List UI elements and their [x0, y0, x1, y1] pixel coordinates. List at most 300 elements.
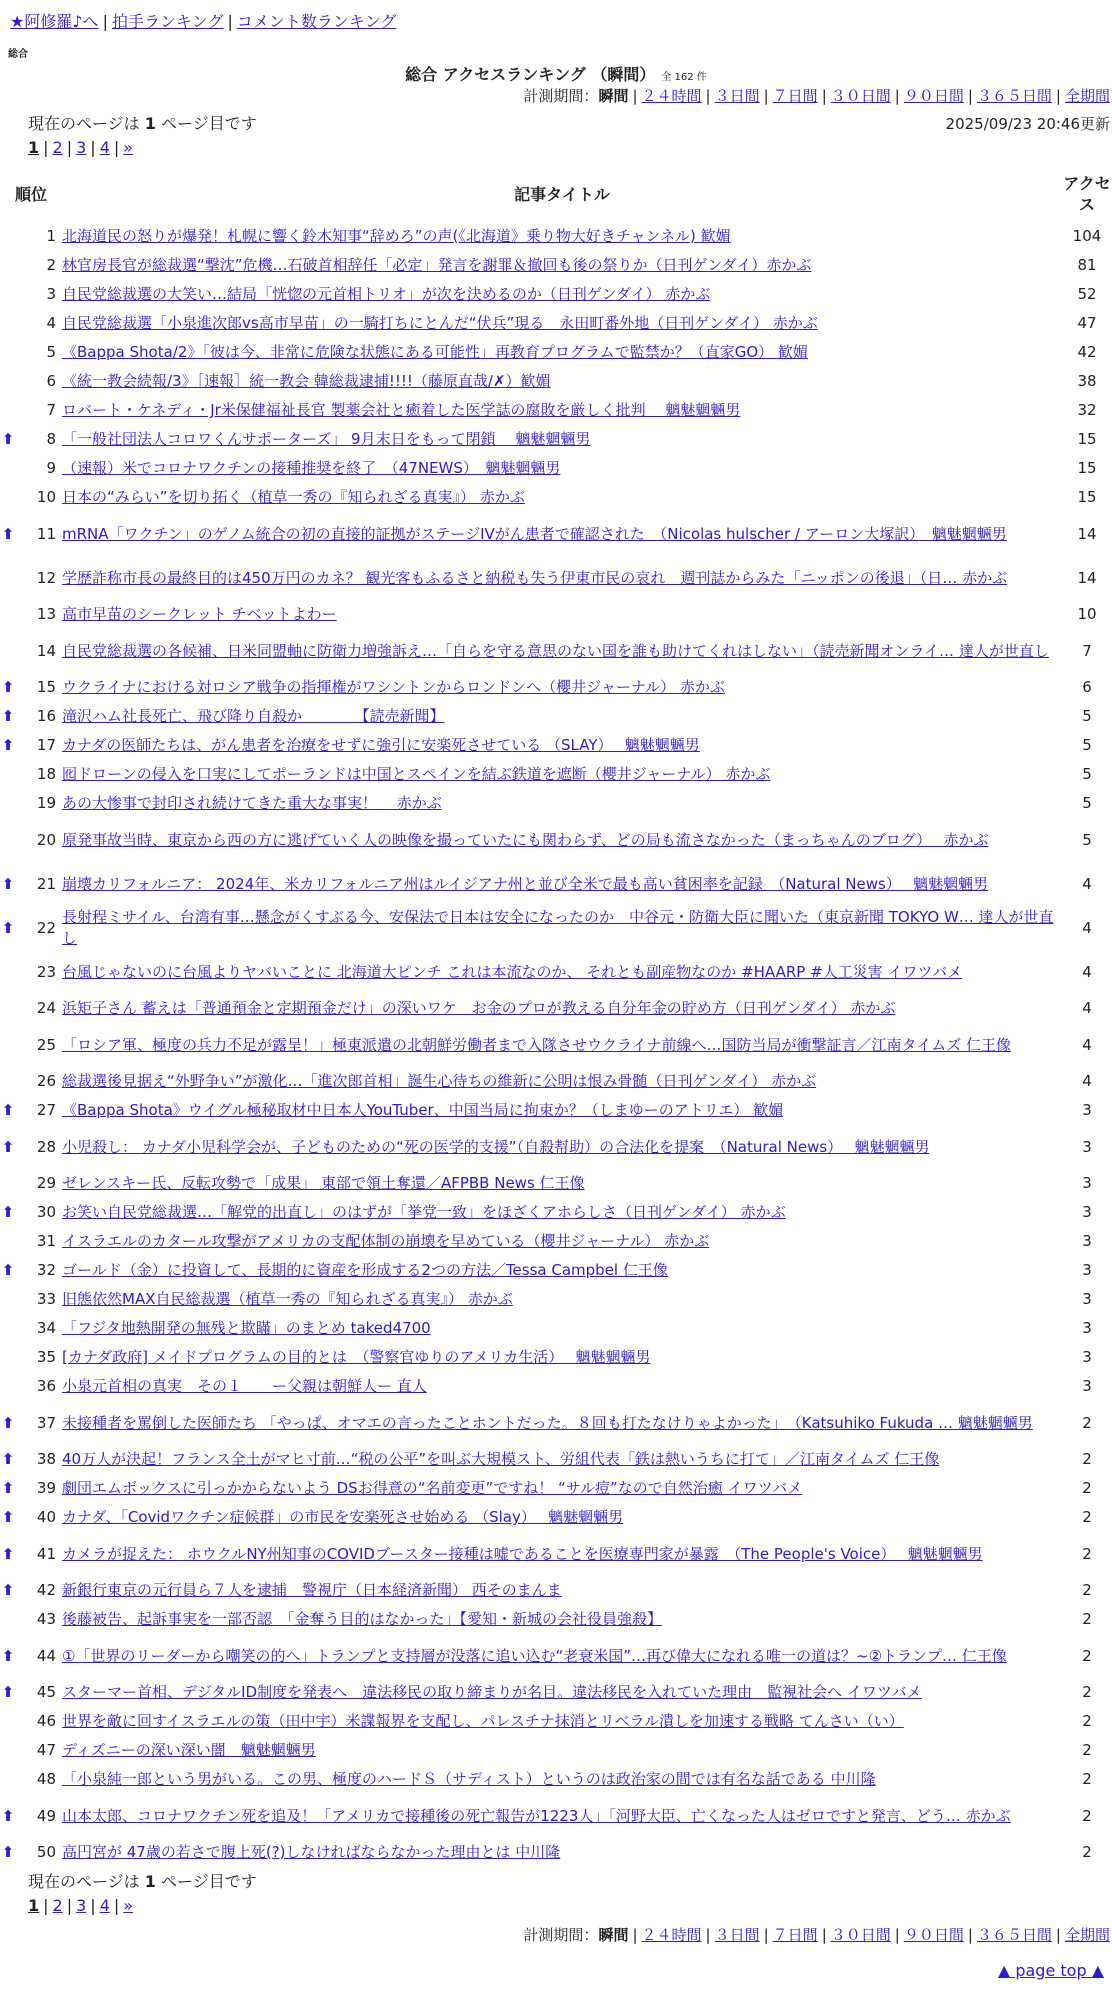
pager-separator: |	[113, 1896, 120, 1915]
access-cell: 2	[1082, 1646, 1092, 1665]
period-link[interactable]: ９０日間	[903, 87, 964, 105]
access-header: アクセス	[1063, 174, 1111, 214]
pager-separator: |	[43, 1896, 49, 1915]
up-arrow-icon: ⬆	[1, 1646, 15, 1665]
up-arrow-icon: ⬆	[1, 678, 15, 696]
article-link[interactable]: 北海道民の怒りが爆発！札幌に響く鈴木知事“辞めろ”の声(《北海道》乗り物大好きチャンネル) 歓媚	[62, 227, 731, 245]
article-link[interactable]: 長射程ミサイル、台湾有事…懸念がくすぶる今、安保法で日本は安全になったのか 中谷元・防衛大臣に聞いた（東京新聞 TOKYO W… 達人が世直し	[62, 908, 1054, 947]
page-top-link[interactable]: ▲ page top ▲	[997, 1961, 1104, 1980]
access-cell: 2	[1082, 1413, 1092, 1432]
period-separator: |	[967, 1926, 973, 1944]
title-cell	[62, 673, 1062, 702]
pager-next-link[interactable]: »	[123, 1896, 134, 1915]
title-cell	[62, 1474, 1062, 1503]
table-row	[0, 1605, 1112, 1634]
article-link[interactable]: カメラが捉えた： ホウクルNY州知事のCOVIDブースター接種は嘘であることを医療専門家が暴露 （The People's Voice） 魑魅魍魎男	[62, 1544, 983, 1563]
trend-cell	[0, 862, 16, 906]
pager-separator: |	[90, 138, 96, 157]
pager-link[interactable]: 2	[52, 1896, 63, 1915]
rank-cell: 22	[36, 918, 56, 937]
trend-cell	[0, 1838, 16, 1867]
rank-cell: 17	[36, 736, 56, 754]
table-row	[0, 222, 1112, 251]
rank-cell: 21	[36, 874, 56, 893]
period-selector-bottom	[523, 1925, 1110, 1945]
rank-cell: 26	[36, 1072, 56, 1090]
rank-cell: 29	[36, 1174, 56, 1192]
article-link[interactable]: 滝沢ハム社長死亡、飛び降り自殺か 【読売新聞】	[62, 707, 445, 725]
table-row	[0, 1285, 1112, 1314]
rank-cell: 2	[46, 256, 56, 274]
rank-cell: 19	[36, 794, 56, 812]
article-link[interactable]: ①「世界のリーダーから嘲笑の的へ」トランプと支持層が没落に追い込む“老衰米国”…再び偉大になれる唯一の道は？~②トランプ… 仁王像	[62, 1646, 1007, 1665]
article-link[interactable]: 新銀行東京の元行員ら７人を逮捕 警視庁（日本経済新聞） 西そのまんま	[62, 1581, 562, 1599]
up-arrow-icon: ⬆	[1, 1413, 15, 1432]
access-cell: 6	[1082, 678, 1092, 696]
pager-bottom	[28, 1896, 133, 1916]
access-cell: 5	[1082, 707, 1092, 725]
up-arrow-icon: ⬆	[1, 918, 15, 937]
title-cell	[62, 862, 1062, 906]
access-cell: 15	[1077, 488, 1097, 506]
page-info-top	[28, 114, 257, 134]
trend-cell	[0, 309, 16, 338]
article-link[interactable]: 「一般社団法人コロワくんサポーターズ」 9月末日をもって閉鎖 魑魅魍魎男	[62, 430, 591, 448]
article-link[interactable]: 未接種者を罵倒した医師たち 「やっぱ、オマエの言ったことホントだった。８回も打たなけりゃよかった」 （Katsuhiko Fukuda … 魑魅魍魎男	[62, 1413, 1033, 1432]
page-title-block	[0, 62, 1112, 85]
access-cell: 81	[1077, 256, 1097, 274]
article-link[interactable]: 40万人が決起！フランス全土がマヒ寸前…“税の公平”を叫ぶ大規模スト、労組代表「鉄は熱いうちに打て」／江南タイムズ 仁王像	[62, 1450, 940, 1468]
article-link[interactable]: 旧態依然MAX自民総裁選（植草一秀の『知られざる真実』） 赤かぶ	[62, 1290, 513, 1308]
article-link[interactable]: 学歴詐称市長の最終目的は450万円のカネ？ 観光客もふるさと納税も失う伊東市民の哀れ 週刊誌からみた「ニッポンの後退」（日… 赤かぶ	[62, 568, 1008, 587]
page-title: 総合 アクセスランキング （瞬間）	[405, 65, 656, 84]
period-link[interactable]: ３日間	[714, 87, 760, 105]
table-row	[0, 367, 1112, 396]
period-link[interactable]: 全期間	[1064, 1926, 1110, 1944]
rank-cell: 36	[36, 1377, 56, 1395]
trend-cell	[0, 367, 16, 396]
rank-cell: 15	[36, 678, 56, 696]
table-row	[0, 454, 1112, 483]
trend-cell	[0, 1198, 16, 1227]
page-info-prefix: 現在のページは	[28, 1872, 145, 1891]
nav-separator: |	[227, 12, 233, 31]
title-cell	[62, 702, 1062, 731]
title-cell	[62, 425, 1062, 454]
trend-cell	[0, 600, 16, 629]
title-cell	[62, 512, 1062, 556]
title-cell	[62, 1372, 1062, 1401]
article-link[interactable]: （速報）米でコロナワクチンの接種推奨を終了 （47NEWS） 魑魅魍魎男	[62, 459, 561, 477]
article-link[interactable]: 《Bappa Shota》ウイグル極秘取材中日本人YouTuber、中国当局に拘束か？（しまゆーのアトリエ） 歓媚	[62, 1101, 784, 1119]
article-link[interactable]: 台風じゃないのに台風よりヤバいことに 北海道大ピンチ これは本流なのか、 それとも副産物なのか #HAARP #人工災害 イワツバメ	[62, 962, 963, 981]
title-cell	[62, 222, 1062, 251]
period-separator: |	[821, 1926, 827, 1944]
access-cell: 32	[1077, 401, 1097, 419]
rank-cell: 1	[46, 227, 56, 245]
pager-link[interactable]: 3	[76, 138, 87, 157]
rank-cell: 37	[36, 1413, 56, 1432]
table-row	[0, 512, 1112, 556]
pager-separator: |	[43, 138, 49, 157]
table-row	[0, 1096, 1112, 1125]
nav-separator: |	[102, 12, 108, 31]
access-cell: 3	[1082, 1174, 1092, 1192]
up-arrow-icon: ⬆	[1, 874, 15, 893]
title-cell	[62, 1736, 1062, 1765]
article-link[interactable]: 高円宮が 47歳の若さで腹上死(?)しなければならなかった理由とは 中川隆	[62, 1843, 561, 1861]
access-cell: 4	[1082, 874, 1092, 893]
period-separator: |	[821, 87, 827, 105]
title-cell	[62, 483, 1062, 512]
pager-link[interactable]: 3	[76, 1896, 87, 1915]
access-cell: 47	[1077, 314, 1097, 332]
rank-cell: 33	[36, 1290, 56, 1308]
trend-cell	[0, 1314, 16, 1343]
rank-cell: 42	[36, 1581, 56, 1599]
table-row	[0, 1445, 1112, 1474]
article-link[interactable]: 自民党総裁選の各候補、日米同盟軸に防衛力増強訴え…「自らを守る意思のない国を誰も助けてくれはしない」（読売新聞オンライ… 達人が世直し	[62, 641, 1049, 660]
access-cell: 2	[1082, 1508, 1092, 1526]
access-cell: 52	[1077, 285, 1097, 303]
rank-cell: 34	[36, 1319, 56, 1337]
title-cell	[62, 556, 1062, 600]
trend-cell	[0, 251, 16, 280]
total-count: 全 162 件	[661, 72, 707, 83]
access-cell: 5	[1082, 736, 1092, 754]
article-link[interactable]: ディズニーの深い深い闇 魑魅魍魎男	[62, 1741, 316, 1759]
pager-separator: |	[113, 138, 120, 157]
trend-cell	[0, 1794, 16, 1838]
title-cell	[62, 1707, 1062, 1736]
title-cell	[62, 1343, 1062, 1372]
access-cell: 14	[1077, 568, 1097, 587]
table-row	[0, 1169, 1112, 1198]
up-arrow-icon: ⬆	[1, 1683, 15, 1701]
pager-link[interactable]: 4	[99, 1896, 110, 1915]
title-cell	[62, 1605, 1062, 1634]
rank-cell: 44	[36, 1646, 56, 1665]
period-link[interactable]: ９０日間	[903, 1926, 964, 1944]
rank-cell: 9	[46, 459, 56, 477]
up-arrow-icon: ⬆	[1, 707, 15, 725]
clap-ranking-link[interactable]: 拍手ランキング	[111, 12, 224, 31]
trend-cell	[0, 338, 16, 367]
pager-separator: |	[66, 138, 73, 157]
table-row	[0, 251, 1112, 280]
article-link[interactable]: 「小泉純一郎という男がいる。この男、極度のハードＳ（サディスト）というのは政治家の間では有名な話である 中川隆	[62, 1770, 876, 1788]
table-row	[0, 789, 1112, 818]
pager-top	[28, 138, 133, 158]
article-link[interactable]: [カナダ政府] メイドプログラムの目的とは （警察官ゆりのアメリカ生活） 魑魅魍魎男	[62, 1348, 651, 1366]
title-cell	[62, 1067, 1062, 1096]
article-link[interactable]: 「フジタ地熱開発の無残と欺瞞」のまとめ taked4700	[62, 1319, 431, 1337]
rank-cell: 40	[36, 1508, 56, 1526]
rank-cell: 49	[36, 1806, 56, 1825]
rank-cell: 20	[36, 830, 56, 849]
article-link[interactable]: ウクライナにおける対ロシア戦争の指揮権がワシントンからロンドンへ（櫻井ジャーナル） 赤かぶ	[62, 678, 725, 696]
trend-cell	[0, 1576, 16, 1605]
access-cell: 3	[1082, 1319, 1092, 1337]
article-link[interactable]: 後藤被告、起訴事実を一部否認 「金奪う目的はなかった」【愛知・新城の会社役員強殺】	[62, 1610, 663, 1628]
table-row	[0, 994, 1112, 1023]
trend-cell	[0, 1605, 16, 1634]
pager-link[interactable]: 4	[99, 138, 110, 157]
trend-cell	[0, 1067, 16, 1096]
title-cell	[62, 789, 1062, 818]
table-row	[0, 1256, 1112, 1285]
period-link[interactable]: ７日間	[772, 87, 818, 105]
trend-cell	[0, 818, 16, 862]
period-link[interactable]: ３６５日間	[976, 1926, 1052, 1944]
title-cell	[62, 1678, 1062, 1707]
table-row	[0, 1343, 1112, 1372]
pager-next-link[interactable]: »	[123, 138, 134, 157]
access-cell: 14	[1077, 524, 1097, 543]
article-link[interactable]: 自民党総裁選「小泉進次郎vs高市早苗」の一騎打ちにとんだ“伏兵”現る 永田町番外地（日刊ゲンダイ） 赤かぶ	[62, 314, 818, 332]
trend-cell	[0, 1736, 16, 1765]
rank-cell: 31	[36, 1232, 56, 1250]
title-cell	[62, 338, 1062, 367]
table-row	[0, 1634, 1112, 1678]
table-row	[0, 280, 1112, 309]
title-cell	[62, 309, 1062, 338]
rank-cell: 35	[36, 1348, 56, 1366]
trend-cell	[0, 950, 16, 994]
trend-cell	[0, 1096, 16, 1125]
title-cell	[62, 1838, 1062, 1867]
period-link[interactable]: ３０日間	[830, 87, 891, 105]
table-row	[0, 600, 1112, 629]
period-link[interactable]: ３０日間	[830, 1926, 891, 1944]
table-row	[0, 1503, 1112, 1532]
title-cell	[62, 1445, 1062, 1474]
trend-cell	[0, 222, 16, 251]
access-cell: 2	[1082, 1843, 1092, 1861]
trend-cell	[0, 1634, 16, 1678]
article-link[interactable]: mRNA「ワクチン」のゲノム統合の初の直接的証拠がステージIVがん患者で確認された （Nicolas hulscher / アーロン大塚訳） 魑魅魍魎男	[62, 524, 1007, 543]
access-cell: 2	[1082, 1544, 1092, 1563]
title-cell	[62, 1169, 1062, 1198]
access-cell: 2	[1082, 1712, 1092, 1730]
article-link[interactable]: 小泉元首相の真実 その１ ー父親は朝鮮人ー 直人	[62, 1377, 427, 1395]
period-current: 瞬間	[598, 1926, 629, 1944]
title-cell	[62, 454, 1062, 483]
article-link[interactable]: 日本の“みらい”を切り拓く（植草一秀の『知られざる真実』） 赤かぶ	[62, 488, 525, 506]
table-row	[0, 1707, 1112, 1736]
access-cell: 104	[1072, 227, 1102, 245]
table-row	[0, 862, 1112, 906]
up-arrow-icon: ⬆	[1, 1261, 15, 1279]
trend-cell	[0, 1445, 16, 1474]
page-info-suffix: ページ目です	[155, 114, 257, 133]
access-cell: 3	[1082, 1290, 1092, 1308]
table-row	[0, 1372, 1112, 1401]
article-link[interactable]: カナダの医師たちは、がん患者を治療をせずに強引に安楽死させている （SLAY） 魑魅魍魎男	[62, 736, 700, 754]
period-link[interactable]: ２４時間	[641, 1926, 702, 1944]
access-cell: 4	[1082, 1035, 1092, 1054]
table-row	[0, 1227, 1112, 1256]
up-arrow-icon: ⬆	[1, 524, 15, 543]
rank-cell: 25	[36, 1035, 56, 1054]
period-separator: |	[894, 1926, 900, 1944]
article-link[interactable]: ゼレンスキー氏、反転攻勢で「成果」 東部で領土奪還／AFPBB News 仁王像	[62, 1174, 585, 1192]
table-row	[0, 396, 1112, 425]
table-row	[0, 760, 1112, 789]
title-cell	[62, 280, 1062, 309]
rank-cell: 6	[46, 372, 56, 390]
period-link[interactable]: ３６５日間	[976, 87, 1052, 105]
access-cell: 4	[1082, 918, 1092, 937]
article-link[interactable]: 崩壊カリフォルニア： 2024年、米カリフォルニア州はルイジアナ州と並び全米で最も高い貧困率を記録 （Natural News） 魑魅魍魎男	[62, 874, 989, 893]
trend-cell	[0, 425, 16, 454]
title-cell	[62, 1576, 1062, 1605]
title-cell	[62, 1314, 1062, 1343]
period-link[interactable]: ７日間	[772, 1926, 818, 1944]
rank-cell: 43	[36, 1610, 56, 1628]
table-row	[0, 1532, 1112, 1576]
rank-cell: 12	[36, 568, 56, 587]
home-link[interactable]: ★阿修羅♪へ	[10, 12, 99, 31]
trend-cell	[0, 1503, 16, 1532]
period-link[interactable]: 全期間	[1064, 87, 1110, 105]
table-row	[0, 702, 1112, 731]
table-row	[0, 1576, 1112, 1605]
up-arrow-icon: ⬆	[1, 1806, 15, 1825]
access-cell: 15	[1077, 430, 1097, 448]
table-row	[0, 673, 1112, 702]
title-cell	[62, 1794, 1062, 1838]
title-cell	[62, 1401, 1062, 1445]
title-cell	[62, 1765, 1062, 1794]
trend-cell	[0, 673, 16, 702]
period-link[interactable]: ３日間	[714, 1926, 760, 1944]
title-cell	[62, 1198, 1062, 1227]
updated-timestamp: 2025/09/23 20:46更新	[945, 115, 1110, 133]
article-link[interactable]: お笑い自民党総裁選…「解党的出直し」のはずが「挙党一致」をほざくアホらしさ（日刊ゲンダイ） 赤かぶ	[62, 1203, 786, 1221]
table-row	[0, 1794, 1112, 1838]
table-row	[0, 309, 1112, 338]
title-cell	[62, 1532, 1062, 1576]
period-separator: |	[763, 87, 769, 105]
table-row	[0, 338, 1112, 367]
period-link[interactable]: ２４時間	[641, 87, 702, 105]
trend-cell	[0, 1125, 16, 1169]
access-cell: 7	[1082, 641, 1092, 660]
access-cell: 3	[1082, 1101, 1092, 1119]
trend-cell	[0, 760, 16, 789]
article-link[interactable]: 世界を敵に回すイスラエルの策（田中宇）米諜報界を支配し、パレスチナ抹消とリベラル潰しを加速する戦略 てんさい（い）	[62, 1712, 904, 1730]
article-link[interactable]: 原発事故当時、東京から西の方に逃げていく人の映像を撮っていたにも関わらず、どの局も流さなかった（まっちゃんのブログ） 赤かぶ	[62, 830, 989, 849]
rank-cell: 11	[36, 524, 56, 543]
period-separator: |	[1055, 1926, 1061, 1944]
article-link[interactable]: 総裁選後見据え“外野争い”が激化…「進次郎首相」誕生心待ちの維新に公明は恨み骨髄（日刊ゲンダイ） 赤かぶ	[62, 1072, 817, 1090]
trend-cell	[0, 454, 16, 483]
rank-cell: 10	[36, 488, 56, 506]
table-row	[0, 906, 1112, 950]
article-link[interactable]: 自民党総裁選の大笑い…結局「恍惚の元首相トリオ」が次を決めるのか（日刊ゲンダイ） 赤かぶ	[62, 285, 711, 303]
ranking-table	[0, 166, 1112, 1867]
comment-ranking-link[interactable]: コメント数ランキング	[236, 12, 397, 31]
access-cell: 3	[1082, 1203, 1092, 1221]
rank-cell: 38	[36, 1450, 56, 1468]
access-cell: 2	[1082, 1581, 1092, 1599]
access-cell: 2	[1082, 1741, 1092, 1759]
article-link[interactable]: 林官房長官が総裁選“撃沈”危機…石破首相辞任「必定」発言を謝罪＆撤回も後の祭りか（日刊ゲンダイ）赤かぶ	[62, 256, 812, 274]
title-cell	[62, 760, 1062, 789]
title-cell	[62, 1285, 1062, 1314]
article-link[interactable]: あの大惨事で封印され続けてきた重大な事実！ 赤かぶ	[62, 794, 442, 812]
trend-cell	[0, 1532, 16, 1576]
rank-cell: 13	[36, 605, 56, 623]
title-cell	[62, 1227, 1062, 1256]
table-row	[0, 1023, 1112, 1067]
rank-cell: 45	[36, 1683, 56, 1701]
table-row	[0, 1198, 1112, 1227]
title-cell	[62, 629, 1062, 673]
trend-cell	[0, 1765, 16, 1794]
pager-separator: |	[66, 1896, 73, 1915]
trend-cell	[0, 483, 16, 512]
pager-separator: |	[90, 1896, 96, 1915]
rank-header: 順位	[14, 184, 47, 204]
article-link[interactable]: イスラエルのカタール攻撃がアメリカの支配体制の崩壊を早めている（櫻井ジャーナル） 赤かぶ	[62, 1232, 710, 1250]
article-link[interactable]: カナダ、「Covidワクチン症候群」の市民を安楽死させ始める （Slay） 魑魅魍魎男	[62, 1508, 624, 1526]
table-row	[0, 483, 1112, 512]
access-cell: 2	[1082, 1806, 1092, 1825]
article-link[interactable]: 劇団エムボックスに引っかからないよう DSお得意の“名前変更”ですね！ “サル痘”なので自然治癒 イワツバメ	[62, 1479, 803, 1497]
title-cell	[62, 367, 1062, 396]
article-link[interactable]: 高市早苗のシークレット チベットよわー	[62, 605, 337, 623]
rank-cell: 50	[36, 1843, 56, 1861]
pager-link[interactable]: 2	[52, 138, 63, 157]
article-link[interactable]: 「ロシア軍、極度の兵力不足が露呈！」極東派遣の北朝鮮労働者まで入隊させウクライナ前線へ…国防当局が衝撃証言／江南タイムズ 仁王像	[62, 1035, 1012, 1054]
genre-label: 総合	[8, 49, 28, 60]
period-separator: |	[763, 1926, 769, 1944]
article-link[interactable]: ロバート・ケネディ・Jr米保健福祉長官 製薬会社と癒着した医学誌の腐敗を厳しく批判 魑魅魍魎男	[62, 401, 741, 419]
table-row	[0, 425, 1112, 454]
rank-cell: 39	[36, 1479, 56, 1497]
title-cell	[62, 251, 1062, 280]
table-row	[0, 1401, 1112, 1445]
trend-cell	[0, 396, 16, 425]
access-cell: 2	[1082, 1450, 1092, 1468]
rank-cell: 47	[36, 1741, 56, 1759]
period-separator: |	[967, 87, 973, 105]
access-cell: 4	[1082, 962, 1092, 981]
article-link[interactable]: 《統一教会続報/3》［速報］統一教会 韓総裁逮捕!!!!（藤原直哉/✗）歓媚	[62, 372, 551, 390]
table-row	[0, 818, 1112, 862]
access-cell: 3	[1082, 1137, 1092, 1156]
article-link[interactable]: 浜矩子さん 蓄えは「普通預金と定期預金だけ」の深いワケ お金のプロが教える自分年金の貯め方（日刊ゲンダイ） 赤かぶ	[62, 999, 896, 1017]
rank-cell: 24	[36, 999, 56, 1017]
period-separator: |	[632, 1926, 638, 1944]
article-link[interactable]: 小児殺し： カナダ小児科学会が、子どものための“死の医学的支援”（自殺幇助）の合法化を提案 （Natural News） 魑魅魍魎男	[62, 1137, 930, 1156]
period-separator: |	[894, 87, 900, 105]
title-cell	[62, 906, 1062, 950]
article-link[interactable]: 囮ドローンの侵入を口実にしてポーランドは中国とスペインを結ぶ鉄道を遮断（櫻井ジャーナル） 赤かぶ	[62, 765, 771, 783]
article-link[interactable]: 《Bappa Shota/2》「彼は今、非常に危険な状態にある可能性」再教育プログラムで監禁か？（直家GO） 歓媚	[62, 343, 808, 361]
period-separator: |	[1055, 87, 1061, 105]
title-cell	[62, 1634, 1062, 1678]
article-link[interactable]: ゴールド（金）に投資して、長期的に資産を形成する2つの方法／Tessa Campbel 仁王像	[62, 1261, 668, 1279]
title-cell	[62, 1256, 1062, 1285]
access-cell: 5	[1082, 794, 1092, 812]
rank-cell: 41	[36, 1544, 56, 1563]
rank-cell: 30	[36, 1203, 56, 1221]
article-link[interactable]: 山本太郎、コロナワクチン死を追及！「アメリカで接種後の死亡報告が1223人」「河野大臣、亡くなった人はゼロですと発言、どう… 赤かぶ	[62, 1806, 1011, 1825]
article-link[interactable]: スターマー首相、デジタルID制度を発表へ 違法移民の取り締まりが名目。違法移民を入れていた理由 監視社会へ イワツバメ	[62, 1683, 922, 1701]
